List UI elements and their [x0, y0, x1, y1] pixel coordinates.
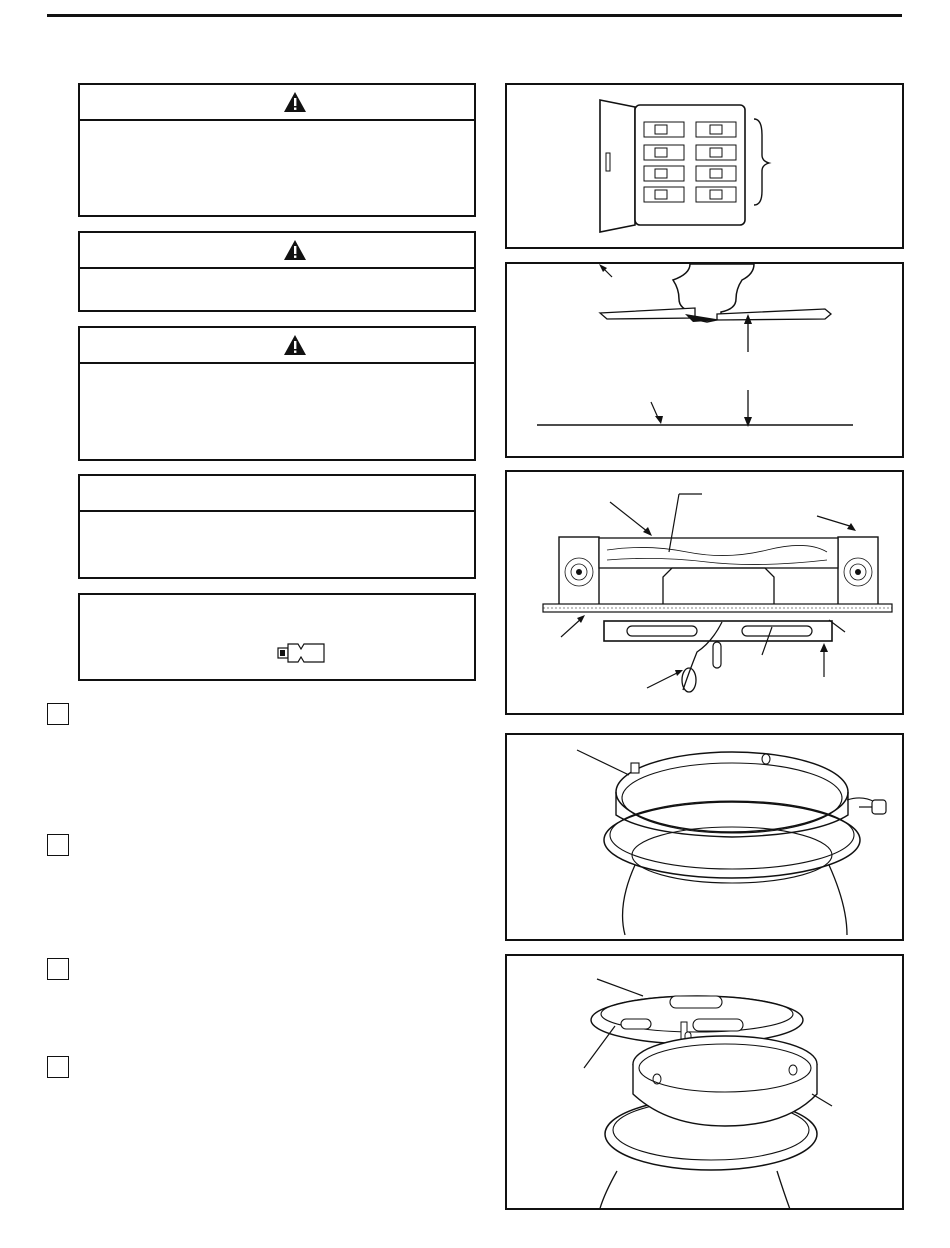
warning-header [80, 328, 474, 364]
ring-assembly-icon [507, 956, 904, 1210]
header-rule [47, 14, 902, 17]
step-box-4 [47, 1056, 69, 1078]
figure-canopy-ring [505, 733, 904, 941]
warning-box-3 [78, 326, 476, 461]
breaker-panel-icon [507, 85, 904, 249]
ceiling-mount-bracket-icon [507, 472, 904, 715]
warning-header [80, 85, 474, 121]
notice-box [78, 474, 476, 579]
step-box-3 [47, 958, 69, 980]
fan-clearance-icon [507, 264, 904, 458]
step-box-2 [47, 834, 69, 856]
warning-header [80, 233, 474, 269]
canopy-ring-icon [507, 735, 904, 941]
warning-box-2 [78, 231, 476, 312]
figure-ring-assembly [505, 954, 904, 1210]
hardware-note-box [78, 593, 476, 681]
warning-box-1 [78, 83, 476, 217]
notice-header [80, 476, 474, 512]
figure-breaker-panel [505, 83, 904, 249]
warning-triangle-icon [283, 91, 307, 113]
step-box-1 [47, 703, 69, 725]
wire-connector-icon [276, 640, 328, 666]
figure-fan-clearance [505, 262, 904, 458]
figure-ceiling-mount [505, 470, 904, 715]
warning-triangle-icon [283, 239, 307, 261]
warning-triangle-icon [283, 334, 307, 356]
